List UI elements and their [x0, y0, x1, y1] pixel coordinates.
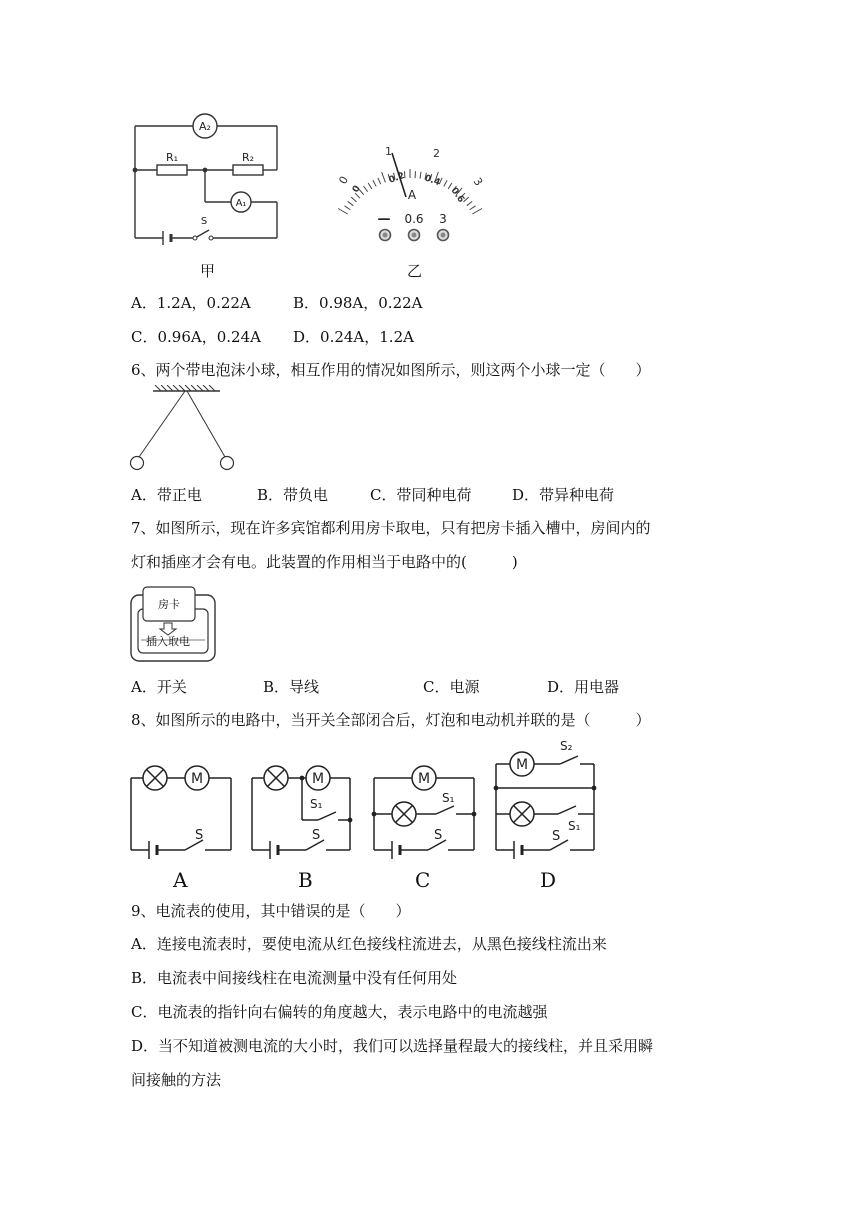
dial-tick: [470, 206, 476, 210]
scale-bottom-0: 0: [350, 184, 363, 195]
switch-label-b-s: S: [312, 828, 321, 843]
terminal-3: 3: [439, 212, 447, 226]
r2-label: R₂: [241, 151, 255, 164]
q9-option-b: B．电流表中间接线柱在电流测量中没有任何用处: [131, 969, 458, 987]
dial-tick: [364, 186, 368, 192]
dial-tick: [444, 180, 447, 186]
q9-option-d-line2: 间接触的方法: [131, 1071, 222, 1089]
a2-label: A₂: [199, 120, 211, 133]
q8-stem: 8、如图所示的电路中，当开关全部闭合后，灯泡和电动机并联的是（ ）: [131, 711, 651, 729]
dial-tick: [338, 209, 348, 215]
q5-option-c: C．0.96A，0.24A: [131, 328, 261, 346]
ball-left: [131, 457, 144, 470]
scale-top-0: 0: [336, 173, 352, 187]
figure-yi-ammeter-dial: [330, 135, 500, 250]
switch-label-c-s: S: [434, 828, 443, 843]
scale-bottom-06: 0.6: [448, 185, 466, 205]
ball-right: [221, 457, 234, 470]
switch-label-a-s: S: [195, 828, 204, 843]
room-card-label: 房卡: [158, 598, 180, 611]
terminal-06: 0.6: [404, 212, 424, 226]
q8-circuit-a-label: A: [173, 868, 188, 892]
q9-option-c: C．电流表的指针向右偏转的角度越大，表示电路中的电流越强: [131, 1003, 548, 1021]
q9-option-a: A．连接电流表时，要使电流从红色接线柱流进去，从黑色接线柱流出来: [131, 935, 607, 953]
q5-option-a: A．1.2A，0.22A: [131, 294, 251, 312]
r1-label: R₁: [165, 151, 179, 164]
terminal-minus: —: [377, 212, 391, 227]
q9-stem: 9、电流表的使用，其中错误的是（ ）: [131, 902, 411, 920]
dial-tick: [348, 201, 354, 205]
figure-jia-circuit: [125, 108, 285, 248]
switch-label-c-s1: S₁: [442, 791, 455, 805]
switch-label-b-s1: S₁: [310, 797, 323, 811]
scale-top-3: 3: [470, 175, 486, 189]
q8-circuit-d-label: D: [540, 868, 557, 892]
dial-tick: [345, 206, 351, 210]
q6-figure-charged-balls: [125, 385, 245, 475]
dial-tick: [420, 172, 421, 179]
motor-label-a: M: [190, 771, 204, 787]
scale-top-1: 1: [385, 145, 392, 158]
q6-stem: 6、两个带电泡沫小球，相互作用的情况如图所示，则这两个小球一定（ ）: [131, 361, 651, 379]
dial-tick: [467, 201, 473, 205]
figure-jia-caption: 甲: [200, 262, 216, 280]
q5-option-d: D．0.24A，1.2A: [293, 328, 414, 346]
q5-option-b: B．0.98A，0.22A: [293, 294, 423, 312]
scale-bottom-04: 0.4: [422, 173, 442, 189]
q8-circuit-c-label: C: [415, 868, 431, 892]
q8-circuit-d: [490, 736, 605, 862]
dial-tick: [378, 178, 381, 184]
scale-top-2: 2: [433, 147, 440, 160]
dial-tick: [472, 209, 482, 215]
q9-option-d-line1: D．当不知道被测电流的大小时，我们可以选择量程最大的接线柱，并且采用瞬: [131, 1037, 654, 1055]
q7-option-a: A．开关: [131, 678, 187, 696]
motor-label-c: M: [417, 771, 431, 787]
q8-circuit-b: [246, 752, 361, 862]
switch-s-label: S: [200, 216, 208, 227]
switch-label-d-s1: S₁: [568, 819, 581, 833]
switch-label-d-s: S: [552, 829, 561, 844]
q7-stem-line2: 灯和插座才会有电。此装置的作用相当于电路中的( ): [131, 553, 518, 571]
q7-option-d: D．用电器: [547, 678, 620, 696]
a1-label: A₁: [235, 198, 247, 209]
q6-option-a: A．带正电: [131, 486, 202, 504]
q7-option-c: C．电源: [423, 678, 480, 696]
motor-label-b: M: [311, 771, 325, 787]
dial-unit-label: A: [407, 188, 417, 202]
q8-circuit-c: [368, 752, 483, 862]
dial-tick: [382, 172, 386, 182]
dial-tick: [373, 180, 376, 186]
slot-label: 插入取电: [146, 635, 190, 648]
q6-option-d: D．带异种电荷: [512, 486, 615, 504]
dial-tick: [368, 183, 372, 189]
q8-circuit-a: [125, 752, 240, 862]
figure-yi-caption: 乙: [407, 262, 423, 280]
q7-stem-line1: 7、如图所示，现在许多宾馆都利用房卡取电，只有把房卡插入槽中，房间内的: [131, 519, 651, 537]
dial-tick: [448, 183, 452, 189]
q6-option-b: B．带负电: [257, 486, 329, 504]
switch-label-d-s2: S₂: [560, 739, 573, 753]
terminal-posts: [380, 230, 449, 241]
q6-option-c: C．带同种电荷: [370, 486, 472, 504]
motor-label-d: M: [515, 757, 529, 773]
q7-option-b: B．导线: [263, 678, 320, 696]
dial-tick: [351, 197, 356, 202]
q8-circuit-b-label: B: [298, 868, 313, 892]
scale-bottom-02: 0.2: [387, 170, 407, 186]
